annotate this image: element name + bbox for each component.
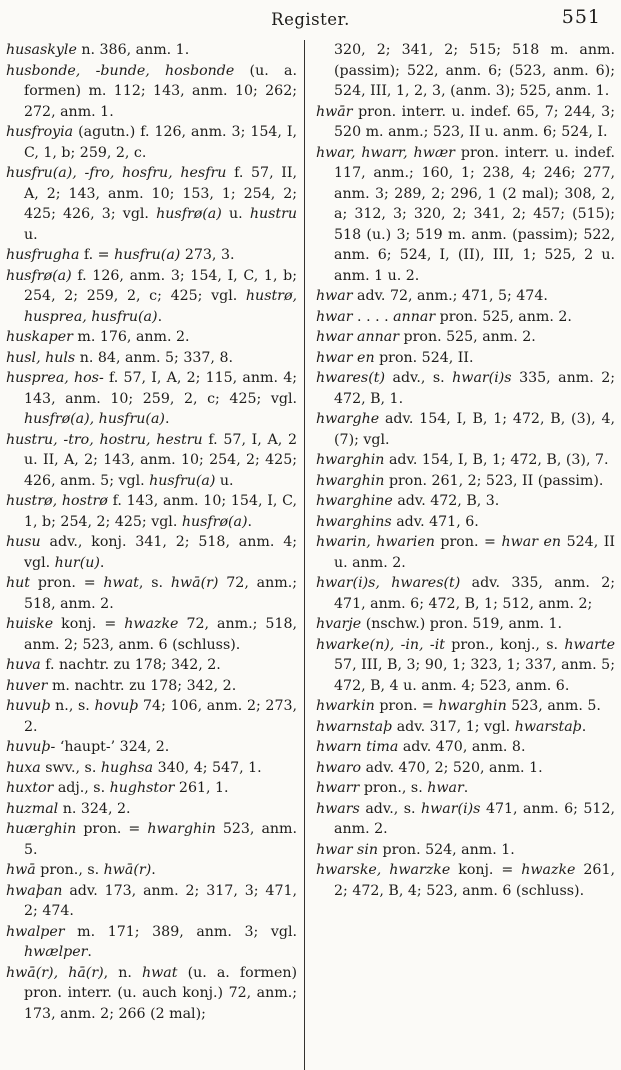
index-entry [6, 491, 297, 532]
headword-text: hwar [316, 288, 353, 304]
headword-text: hwar, hwarr, hwær [316, 144, 455, 161]
index-entry [6, 819, 297, 860]
headword-text: huxtor [6, 780, 54, 796]
headword-text: husfrø(a) [6, 267, 72, 284]
index-entry [316, 348, 615, 369]
headword-text: hwarske, hwarzke [316, 862, 451, 878]
index-entry [316, 737, 615, 758]
reference-text: 74; 106, anm. 2; 273, 2. [24, 698, 298, 735]
reference-text: u. [24, 226, 38, 243]
reference-text: f. = [79, 247, 115, 263]
reference-text: m. 176, anm. 2. [72, 329, 190, 345]
headword-text: hovuþ [94, 698, 139, 714]
headword-text: hustru, -tro, hostru, hestru [6, 431, 203, 448]
headword-text: hwat [103, 575, 139, 591]
index-entry [316, 327, 615, 348]
headword-text: hwarin, hwarien [316, 534, 435, 550]
reference-text: adv. 154, I, B, 1; 472, B, (3), 4, (7); vgl. [334, 411, 615, 448]
index-entry [6, 430, 297, 492]
reference-text: 261, 2; 472, B, 4; 523, anm. 6 (schluss). [334, 862, 615, 899]
reference-text: 524, II u. anm. 2. [334, 534, 615, 571]
headword-text: hustrø, hostrø [6, 493, 108, 509]
reference-text: adv. 470, 2; 520, anm. 1. [361, 759, 543, 776]
reference-text: . [581, 718, 587, 735]
reference-text: 320, 2; 341, 2; 515; 518 m. anm. (passim); 522, anm. 6; (523, anm. 6); 524, III, 1, 2, 3, (anm. 3); 525, anm. 1. [334, 42, 615, 99]
headword-text: hwar annar [316, 329, 400, 345]
headword-text: hwarghin [316, 472, 385, 489]
index-entry [316, 102, 615, 143]
reference-text: pron. 525, anm. 2. [435, 308, 572, 325]
reference-text: pron. interr. u. indef. 65, 7; 244, 3; 520 m. anm.; 523, II u. anm. 6; 524, I. [334, 103, 615, 140]
headword-text: hvarje [316, 616, 362, 632]
reference-text: 273, 3. [180, 247, 235, 263]
reference-text: u. [215, 472, 234, 489]
index-entry [316, 143, 615, 287]
reference-text: pron. = [29, 575, 104, 591]
headword-text: hughsa [100, 759, 154, 776]
index-entry [316, 471, 615, 492]
index-entry [6, 655, 297, 676]
index-entry [6, 737, 297, 758]
index-entry [6, 61, 297, 123]
index-entry [6, 40, 297, 61]
index-entry [316, 635, 615, 697]
headword-text: husbonde, -bunde, hosbonde [6, 62, 235, 79]
headword-text: hwā(r) [103, 862, 152, 878]
index-entry [6, 860, 297, 881]
index-entry [6, 758, 297, 779]
reference-text: pron., s. [359, 780, 428, 796]
headword-text: husfrugha [6, 247, 80, 263]
headword-text: hwaro [316, 759, 362, 776]
headword-text: hwar en [316, 349, 375, 366]
headword-text: hwā(r), hā(r) [6, 964, 104, 981]
index-entry [316, 286, 615, 307]
reference-text: (nschw.) pron. 519, anm. 1. [361, 616, 563, 632]
index-entry [6, 881, 297, 922]
index-entry [6, 266, 297, 328]
index-entry [6, 614, 297, 655]
index-entry [6, 348, 297, 369]
reference-text: adv., s. [385, 370, 453, 386]
headword-text: husfrø(a) [181, 513, 248, 530]
index-entry [316, 799, 615, 840]
index-entry [6, 963, 297, 1025]
headword-text: hwar [427, 780, 464, 796]
headword-text: hwar [316, 308, 353, 325]
reference-text: pron., s. [35, 862, 104, 878]
reference-text: 261, 1. [174, 780, 229, 796]
headword-text: hwarghin [438, 698, 507, 714]
text-columns [6, 40, 615, 1070]
index-entry [316, 512, 615, 533]
reference-text: . [463, 780, 469, 796]
running-title: Register. [271, 10, 350, 29]
headword-text: hwares(t) [316, 370, 385, 386]
reference-text: pron. = [434, 534, 502, 550]
headword-text: hur(u) [54, 554, 100, 571]
page-header [6, 6, 615, 40]
reference-text: 523, anm. 5. [506, 698, 601, 714]
index-entry [6, 922, 297, 963]
reference-text: pron. 525, anm. 2. [399, 329, 536, 345]
reference-text: f. 57, II, A, 2; 143, anm. 10; 153, 1; 254, 2; 425; 426, 3; vgl. [24, 165, 298, 222]
headword-text: husfru(a) [114, 247, 181, 263]
index-entry [316, 532, 615, 573]
reference-text: adv. 335, anm. 2; 471, anm. 6; 472, B, 1; 512, anm. 2; [334, 575, 615, 612]
headword-text: annar [393, 308, 436, 325]
reference-text: adv. 317, 1; vgl. [392, 718, 515, 735]
headword-text: hwār [316, 103, 353, 120]
headword-text: hwar en [501, 534, 562, 550]
index-entry [316, 573, 615, 614]
reference-text: pron. 524, II. [374, 349, 474, 366]
index-entry [6, 245, 297, 266]
index-entry [316, 717, 615, 738]
reference-text: swv., s. [40, 759, 101, 776]
index-entry [316, 860, 615, 901]
headword-text: hwar(i)s [421, 800, 481, 817]
headword-text: hwarghe [316, 411, 380, 427]
page-number: 551 [561, 6, 601, 28]
headword-text: hwar(i)s [452, 370, 512, 386]
index-entry [316, 696, 615, 717]
reference-text: . [157, 308, 163, 325]
index-entry [6, 163, 297, 245]
headword-text: hwalper [6, 923, 65, 940]
headword-text: husfrø(a), husfru(a) [24, 411, 165, 427]
reference-text: adv. 173, anm. 2; 317, 3; 471, 2; 474. [24, 882, 298, 919]
headword-text: huiske [6, 616, 54, 632]
reference-text: 335, anm. 2; 472, B, 1. [334, 370, 615, 407]
index-entry [316, 614, 615, 635]
index-entry [6, 696, 297, 737]
headword-text: husprea, hos- [6, 370, 104, 386]
right-column [305, 40, 615, 1070]
reference-text: pron., konj., s. [444, 636, 565, 653]
reference-text: . [247, 513, 253, 530]
headword-text: huærghin [6, 821, 77, 837]
reference-text: (u. a. formen) pron. interr. (u. auch konj.) 72, anm.; 173, anm. 2; 266 (2 mal); [24, 964, 298, 1022]
reference-text: (agutn.) f. 126, anm. 3; 154, I, C, 1, b; 259, 2, c. [24, 124, 298, 161]
index-entry [316, 758, 615, 779]
index-entry [316, 450, 615, 471]
reference-text: adv. 72, anm.; 471, 5; 474. [352, 288, 548, 304]
reference-text: n. 386, anm. 1. [76, 42, 190, 58]
headword-text: hwarghine [316, 493, 393, 509]
reference-text: f. 143, anm. 10; 154, I, C, 1, b; 254, 2; 425; vgl. [24, 493, 298, 530]
headword-text: hwars [316, 800, 360, 817]
reference-text: . [164, 411, 170, 427]
reference-text: 340, 4; 547, 1. [153, 759, 262, 776]
headword-text: hwar sin [316, 841, 379, 858]
headword-text: hwarn tima [316, 739, 399, 755]
headword-text: hwā(r) [170, 575, 219, 591]
headword-text: huvuþ- [6, 739, 56, 755]
index-entry [6, 778, 297, 799]
reference-text: konj. = [450, 862, 522, 878]
headword-text: husu [6, 534, 41, 550]
headword-text: hwælper [24, 944, 88, 960]
headword-text: hwarr [316, 780, 360, 796]
reference-text: 57, III, B, 3; 90, 1; 323, 1; 337, anm. 5; 472, B, 4 u. anm. 4; 523, anm. 6. [334, 657, 615, 694]
headword-text: hughstor [109, 780, 175, 796]
index-entry [6, 368, 297, 430]
index-entry [6, 573, 297, 614]
index-entry [6, 799, 297, 820]
left-column [6, 40, 304, 1070]
headword-text: husaskyle [6, 42, 77, 58]
reference-text: pron. 524, anm. 1. [378, 841, 515, 858]
headword-text: huva [6, 657, 41, 673]
reference-text: adv., s. [359, 800, 422, 817]
headword-text: huver [6, 677, 48, 694]
reference-text: n. 84, anm. 5; 337, 8. [75, 349, 233, 366]
reference-text: pron. interr. u. indef. 117, anm.; 160, 1; 238, 4; 246; 277, anm. 3; 289, 2; 296, 1 (2 mal); 308, 2, a; 312, 3; 320, 2; 341, 2; 457; (515); 518 (u.) 3; 519 m. anm. (passim); 522, anm. 6; 524, I, (II), III, 1; 525, 2 u. anm. 1 u. 2. [334, 144, 615, 284]
headword-text: hwarnstaþ [316, 718, 393, 735]
index-entry [316, 409, 615, 450]
reference-text: n. 324, 2. [58, 800, 131, 817]
reference-text: adv. 470, anm. 8. [398, 739, 526, 755]
headword-text: husfroyia [6, 124, 74, 140]
headword-text: husfru(a) [149, 472, 216, 489]
reference-text: adv., konj. 341, 2; 518, anm. 4; vgl. [24, 534, 298, 571]
reference-text: , s. [138, 575, 171, 591]
index-entry [316, 368, 615, 409]
headword-text: hut [6, 575, 30, 591]
reference-text: (u. a. formen) m. 112; 143, anm. 10; 262; 272, anm. 1. [24, 62, 298, 120]
index-entry [6, 122, 297, 163]
reference-text: konj. = [53, 616, 125, 632]
reference-text: adv. 154, I, B, 1; 472, B, (3), 7. [384, 452, 609, 468]
headword-text: hwarghins [316, 513, 392, 530]
reference-text: pron. = [374, 698, 439, 714]
reference-text: 471, anm. 6; 512, anm. 2. [334, 800, 615, 837]
reference-text: f. 126, anm. 3; 154, I, C, 1, b; 254, 2; 259, 2, c; 425; vgl. [24, 267, 298, 304]
reference-text: n., s. [50, 698, 95, 714]
headword-text: hwazke [124, 616, 179, 632]
headword-text: huxa [6, 759, 41, 776]
reference-text: f. 57, I, A, 2; 115, anm. 4; 143, anm. 10; 259, 2, c; 425; vgl. [24, 370, 298, 407]
headword-text: huskaper [6, 329, 73, 345]
reference-text: . [151, 862, 156, 878]
reference-text: adj., s. [53, 780, 110, 796]
reference-text: pron. = [76, 821, 148, 837]
headword-text: hwat [142, 964, 178, 981]
reference-text: pron. 261, 2; 523, II (passim). [384, 472, 604, 489]
headword-text: hwarghin [147, 821, 216, 837]
headword-text: hwarstaþ [514, 718, 582, 735]
reference-text: ‘haupt-’ 324, 2. [55, 739, 170, 755]
headword-text: hwar(i)s, hwares(t) [316, 575, 461, 591]
headword-text: hwarke(n), -in, -it [316, 636, 445, 653]
reference-text: f. nachtr. zu 178; 342, 2. [40, 657, 221, 673]
reference-text: adv. 472, B, 3. [392, 493, 500, 509]
headword-text: husl, huls [6, 349, 76, 366]
headword-text: hwazke [521, 862, 576, 878]
headword-text: husfru(a), -fro, hosfru, hesfru [6, 165, 227, 181]
headword-text: hwarghin [316, 452, 385, 468]
headword-text: huzmal [6, 800, 59, 817]
headword-text: hwā [6, 862, 36, 878]
headword-text: huvuþ [6, 698, 51, 714]
index-entry [316, 307, 615, 328]
index-entry [6, 676, 297, 697]
reference-text: . [87, 944, 92, 960]
reference-text: m. 171; 389, anm. 3; vgl. [64, 923, 298, 940]
index-entry [316, 840, 615, 861]
reference-text: . . . . [352, 308, 394, 325]
headword-text: hustrø, husprea, husfru(a) [24, 288, 298, 325]
headword-text: husfrø(a) [156, 206, 222, 222]
headword-text: hwaþan [6, 882, 63, 899]
index-entry [316, 491, 615, 512]
reference-text: f. 57, I, A, 2 u. II, A, 2; 143, anm. 10; 254, 2; 425; 426, anm. 5; vgl. [24, 431, 298, 489]
index-entry [316, 40, 615, 102]
headword-text: hwarte [564, 636, 615, 653]
reference-text: u. [221, 206, 250, 222]
headword-text: hustru [249, 206, 298, 222]
reference-text: . [99, 554, 105, 571]
reference-text: , n. [103, 964, 143, 981]
index-entry [6, 327, 297, 348]
headword-text: hwarkin [316, 698, 375, 714]
reference-text: adv. 471, 6. [391, 513, 479, 530]
index-entry [6, 532, 297, 573]
reference-text: 72, anm.; 518, anm. 2. [24, 575, 298, 612]
index-entry [316, 778, 615, 799]
reference-text: 72, anm.; 518, anm. 2; 523, anm. 6 (schluss). [24, 616, 298, 653]
reference-text: m. nachtr. zu 178; 342, 2. [47, 677, 237, 694]
reference-text: 523, anm. 5. [24, 821, 298, 858]
